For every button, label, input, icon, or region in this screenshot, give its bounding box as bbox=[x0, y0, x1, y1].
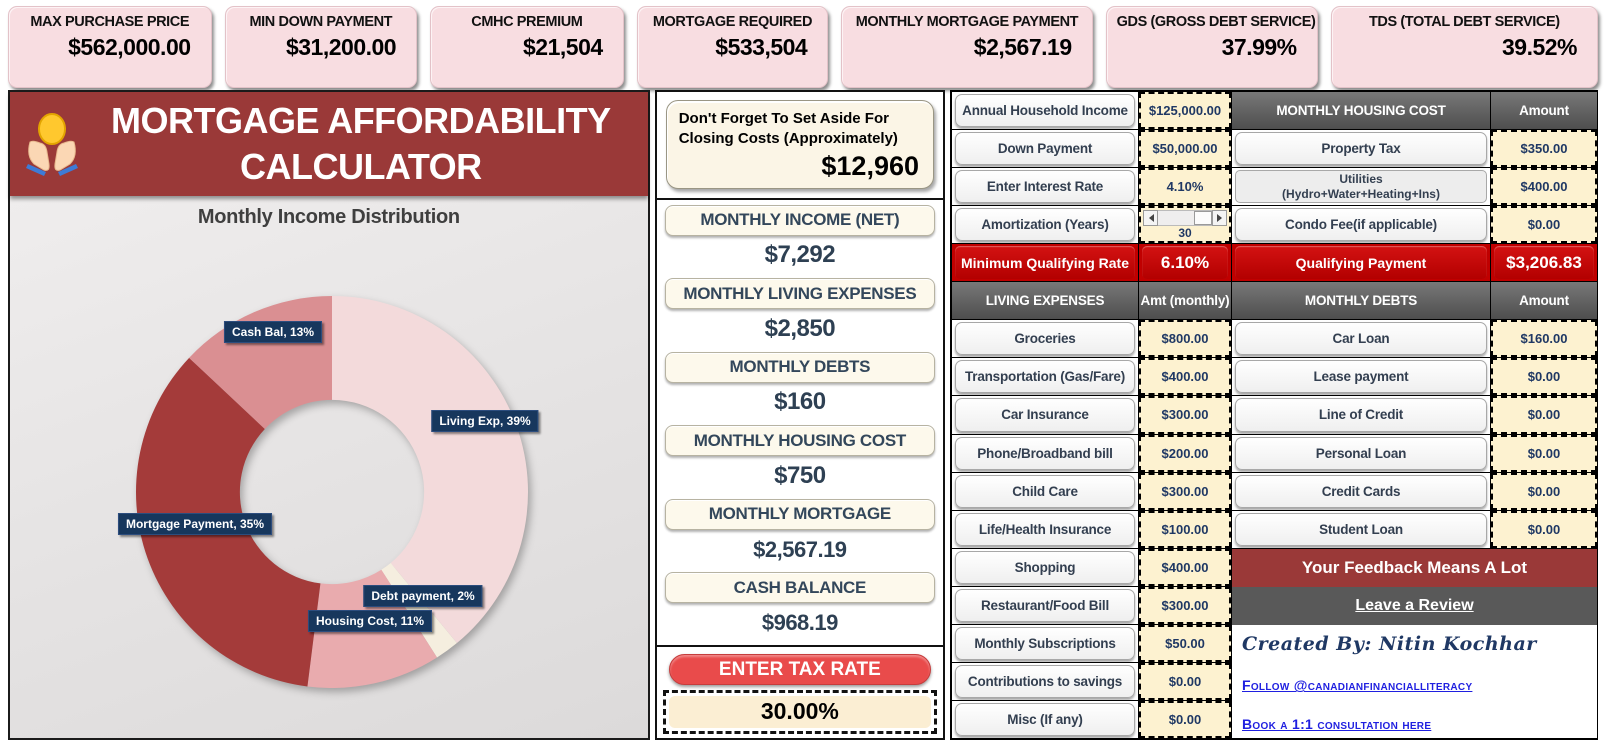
row-label-car-loan bbox=[1232, 320, 1490, 357]
row-label-credit-cards bbox=[1232, 473, 1490, 510]
transportation-input[interactable]: $400.00 bbox=[1139, 358, 1231, 395]
closing-costs-section bbox=[657, 92, 943, 200]
row-label-condo-fee bbox=[1232, 206, 1490, 243]
living-amount-header bbox=[1139, 282, 1231, 319]
row-label-student-loan bbox=[1232, 511, 1490, 548]
donut-chart bbox=[132, 292, 532, 692]
label-button: Down Payment bbox=[955, 132, 1135, 165]
label-button: Phone/Broadband bill bbox=[955, 437, 1135, 470]
shopping-input[interactable]: $400.00 bbox=[1139, 549, 1231, 586]
label-button: Credit Cards bbox=[1235, 475, 1487, 508]
living-expenses-header bbox=[952, 282, 1138, 319]
row-label-groceries bbox=[952, 320, 1138, 357]
phone-broadband-input[interactable]: $200.00 bbox=[1139, 435, 1231, 472]
chart-label: Housing Cost, 11% bbox=[308, 610, 432, 632]
row-label-utilities bbox=[1232, 168, 1490, 205]
income-distribution-chart bbox=[10, 196, 648, 738]
input-label-annual-income bbox=[952, 92, 1138, 129]
monthly-debts-header bbox=[1232, 282, 1490, 319]
label-button: Amortization (Years) bbox=[955, 208, 1135, 241]
misc-input[interactable]: $0.00 bbox=[1139, 701, 1231, 738]
summary-value: $7,292 bbox=[764, 241, 836, 269]
page-title bbox=[84, 98, 638, 190]
summary-value: $2,850 bbox=[764, 314, 836, 342]
enter-tax-rate-button: ENTER TAX RATE bbox=[669, 654, 931, 685]
label-button: Condo Fee(if applicable) bbox=[1235, 208, 1487, 241]
label-flat bbox=[1235, 170, 1487, 203]
title-banner bbox=[10, 92, 648, 196]
row-label-life-health-insurance bbox=[952, 511, 1138, 548]
stat-label: MAX PURCHASE PRICE bbox=[30, 14, 190, 30]
row-label-lease-payment bbox=[1232, 358, 1490, 395]
follow-link[interactable]: Follow @canadianfinancialliteracy bbox=[1242, 677, 1473, 694]
header-label: Amount bbox=[1519, 103, 1569, 119]
row-label-shopping bbox=[952, 549, 1138, 586]
label-button: Enter Interest Rate bbox=[955, 170, 1135, 203]
input-label-amortization bbox=[952, 206, 1138, 243]
row-label-transportation bbox=[952, 358, 1138, 395]
stat-value: $21,504 bbox=[523, 34, 603, 60]
stat-value: $533,504 bbox=[715, 34, 808, 60]
red-label: Minimum Qualifying Rate bbox=[955, 246, 1135, 279]
condo-fee-input[interactable]: $0.00 bbox=[1491, 206, 1597, 243]
leave-review-link[interactable]: Leave a Review bbox=[1355, 596, 1474, 614]
stat-value: 39.52% bbox=[1501, 34, 1577, 60]
student-loan-input[interactable]: $0.00 bbox=[1491, 511, 1597, 548]
closing-costs-line1: Don't Forget To Set Aside For bbox=[678, 110, 889, 127]
credit-cards-input[interactable]: $0.00 bbox=[1491, 473, 1597, 510]
header-label: Amt (monthly) bbox=[1140, 293, 1230, 309]
monthly-summary-list bbox=[657, 200, 943, 646]
tax-rate-input-outline bbox=[663, 690, 937, 734]
summary-section-mortgage bbox=[657, 496, 943, 570]
feedback-body bbox=[1232, 625, 1597, 738]
closing-costs-value: $12,960 bbox=[821, 150, 919, 181]
qualifying-payment-value bbox=[1491, 244, 1597, 281]
restaurant-input[interactable]: $300.00 bbox=[1139, 587, 1231, 624]
scrollbar-track[interactable] bbox=[1158, 210, 1212, 226]
header-label: Amount bbox=[1519, 293, 1569, 309]
label-button: Life/Health Insurance bbox=[955, 513, 1135, 546]
row-label-child-care bbox=[952, 473, 1138, 510]
label-button: Annual Household Income bbox=[955, 94, 1135, 127]
input-label-down-payment bbox=[952, 130, 1138, 167]
stat-value: $31,200.00 bbox=[285, 34, 397, 60]
row-label-line-of-credit bbox=[1232, 396, 1490, 433]
qualifying-payment-label bbox=[1232, 244, 1490, 281]
summary-value: $2,567.19 bbox=[753, 536, 847, 562]
summary-section-debts bbox=[657, 349, 943, 423]
top-stat-bar bbox=[0, 0, 1606, 88]
label-button: Monthly Subscriptions bbox=[955, 627, 1135, 660]
stat-label: MIN DOWN PAYMENT bbox=[249, 14, 393, 30]
housing-amount-header bbox=[1491, 92, 1597, 129]
calculator-panel bbox=[8, 90, 650, 740]
personal-loan-input[interactable]: $0.00 bbox=[1491, 435, 1597, 472]
label-button: Line of Credit bbox=[1235, 398, 1487, 431]
summary-value: $968.19 bbox=[761, 610, 838, 636]
amortization-scrollbar[interactable] bbox=[1143, 210, 1227, 226]
header-label: MONTHLY HOUSING COST bbox=[1276, 103, 1446, 119]
summary-section-living-expenses bbox=[657, 275, 943, 349]
down-payment-input[interactable]: $50,000.00 bbox=[1139, 130, 1231, 167]
stat-card-tds bbox=[1331, 6, 1598, 88]
groceries-input[interactable]: $800.00 bbox=[1139, 320, 1231, 357]
lease-payment-input[interactable]: $0.00 bbox=[1491, 358, 1597, 395]
summary-value: $160 bbox=[774, 388, 826, 416]
summary-header: MONTHLY DEBTS bbox=[665, 352, 935, 383]
chart-title: Monthly Income Distribution bbox=[197, 206, 460, 228]
min-qualifying-rate-value bbox=[1139, 244, 1231, 281]
amortization-input bbox=[1139, 206, 1231, 243]
label-button: Restaurant/Food Bill bbox=[955, 589, 1135, 622]
stat-label: GDS (GROSS DEBT SERVICE) bbox=[1116, 14, 1316, 30]
header-label: LIVING EXPENSES bbox=[985, 293, 1105, 309]
label-button: Contributions to savings bbox=[955, 665, 1135, 698]
closing-costs-line2: Closing Costs (Approximately) bbox=[678, 130, 898, 148]
label-button: Property Tax bbox=[1235, 132, 1487, 165]
label-button: Car Insurance bbox=[955, 398, 1135, 431]
summary-header: MONTHLY INCOME (NET) bbox=[665, 205, 935, 236]
feedback-section bbox=[1232, 549, 1597, 738]
summary-header: MONTHLY LIVING EXPENSES bbox=[665, 278, 935, 309]
input-label-interest-rate bbox=[952, 168, 1138, 205]
summary-value: $750 bbox=[774, 462, 826, 490]
car-insurance-input[interactable]: $300.00 bbox=[1139, 396, 1231, 433]
tax-rate-section bbox=[657, 645, 943, 738]
line-of-credit-input[interactable]: $0.00 bbox=[1491, 396, 1597, 433]
label-button: Student Loan bbox=[1235, 513, 1487, 546]
stat-card-mortgage-required bbox=[637, 6, 829, 88]
stat-card-monthly-mortgage-payment bbox=[841, 6, 1092, 88]
chart-label: Living Exp, 39% bbox=[431, 410, 538, 432]
summary-header: MONTHLY MORTGAGE bbox=[665, 499, 935, 530]
utilities-line2: (Hydro+Water+Heating+Ins) bbox=[1282, 186, 1440, 201]
row-label-restaurant bbox=[952, 587, 1138, 624]
row-label-personal-loan bbox=[1232, 435, 1490, 472]
summary-section-housing-cost bbox=[657, 422, 943, 496]
label-button: Groceries bbox=[955, 322, 1135, 355]
label-button: Lease payment bbox=[1235, 360, 1487, 393]
row-label-car-insurance bbox=[952, 396, 1138, 433]
label-button: Child Care bbox=[955, 475, 1135, 508]
stat-label: MONTHLY MORTGAGE PAYMENT bbox=[855, 14, 1079, 30]
annual-income-input[interactable]: $125,000.00 bbox=[1139, 92, 1231, 129]
hands-coin-icon bbox=[20, 111, 84, 177]
summary-panel bbox=[655, 90, 945, 740]
life-health-insurance-input[interactable]: $100.00 bbox=[1139, 511, 1231, 548]
stat-label: TDS (TOTAL DEBT SERVICE) bbox=[1368, 14, 1560, 30]
row-label-property-tax bbox=[1232, 130, 1490, 167]
stat-value: $2,567.19 bbox=[973, 34, 1072, 60]
subscriptions-input[interactable]: $50.00 bbox=[1139, 625, 1231, 662]
label-button: Misc (If any) bbox=[955, 703, 1135, 736]
car-loan-input[interactable]: $160.00 bbox=[1491, 320, 1597, 357]
stat-label: CMHC PREMIUM bbox=[471, 14, 583, 30]
stat-value: 37.99% bbox=[1221, 34, 1297, 60]
chart-label: Mortgage Payment, 35% bbox=[118, 513, 272, 535]
feedback-banner: Your Feedback Means A Lot bbox=[1232, 549, 1597, 587]
label-button: Transportation (Gas/Fare) bbox=[955, 360, 1135, 393]
chart-label: Cash Bal, 13% bbox=[224, 321, 322, 343]
stat-card-gds bbox=[1106, 6, 1318, 88]
amortization-value: 30 bbox=[1178, 226, 1192, 241]
header-label: MONTHLY DEBTS bbox=[1304, 293, 1418, 309]
red-label: Qualifying Payment bbox=[1235, 246, 1487, 279]
child-care-input[interactable]: $300.00 bbox=[1139, 473, 1231, 510]
summary-header: CASH BALANCE bbox=[665, 572, 935, 603]
label-button: Car Loan bbox=[1235, 322, 1487, 355]
label-button: Shopping bbox=[955, 551, 1135, 584]
row-label-misc bbox=[952, 701, 1138, 738]
interest-rate-input[interactable]: 4.10% bbox=[1139, 168, 1231, 205]
savings-contributions-input[interactable]: $0.00 bbox=[1139, 663, 1231, 700]
utilities-line1: Utilities bbox=[1339, 171, 1383, 186]
summary-header: MONTHLY HOUSING COST bbox=[665, 425, 935, 456]
chart-label: Debt payment, 2% bbox=[363, 585, 482, 607]
red-value: 6.10% bbox=[1142, 246, 1228, 279]
summary-section-cash-balance bbox=[657, 569, 943, 643]
red-value: $3,206.83 bbox=[1494, 246, 1594, 279]
stat-card-min-down-payment bbox=[225, 6, 418, 88]
property-tax-input[interactable]: $350.00 bbox=[1491, 130, 1597, 167]
stat-card-max-purchase-price bbox=[8, 6, 212, 88]
housing-cost-header bbox=[1232, 92, 1490, 129]
stat-value: $562,000.00 bbox=[68, 34, 191, 60]
scrollbar-left-arrow[interactable] bbox=[1143, 210, 1158, 226]
row-label-subscriptions bbox=[952, 625, 1138, 662]
closing-costs-note bbox=[666, 100, 934, 189]
tax-rate-input[interactable]: 30.00% bbox=[669, 696, 931, 728]
row-label-phone-broadband bbox=[952, 435, 1138, 472]
scrollbar-right-arrow[interactable] bbox=[1212, 210, 1227, 226]
row-label-savings-contributions bbox=[952, 663, 1138, 700]
min-qualifying-rate-label bbox=[952, 244, 1138, 281]
debts-amount-header bbox=[1491, 282, 1597, 319]
inputs-table bbox=[950, 90, 1598, 740]
page-title-line1: MORTGAGE AFFORDABILITY bbox=[111, 99, 611, 141]
label-button: Personal Loan bbox=[1235, 437, 1487, 470]
summary-section-income bbox=[657, 202, 943, 276]
stat-card-cmhc-premium bbox=[430, 6, 624, 88]
scrollbar-thumb[interactable] bbox=[1194, 211, 1212, 225]
utilities-input[interactable]: $400.00 bbox=[1491, 168, 1597, 205]
stat-label: MORTGAGE REQUIRED bbox=[652, 14, 813, 30]
page-title-line2: CALCULATOR bbox=[240, 146, 482, 187]
created-by-text: Created By: Nitin Kochhar bbox=[1242, 632, 1537, 655]
leave-review-bar bbox=[1232, 587, 1597, 625]
book-consultation-link[interactable]: Book a 1:1 consultation here bbox=[1242, 715, 1432, 732]
